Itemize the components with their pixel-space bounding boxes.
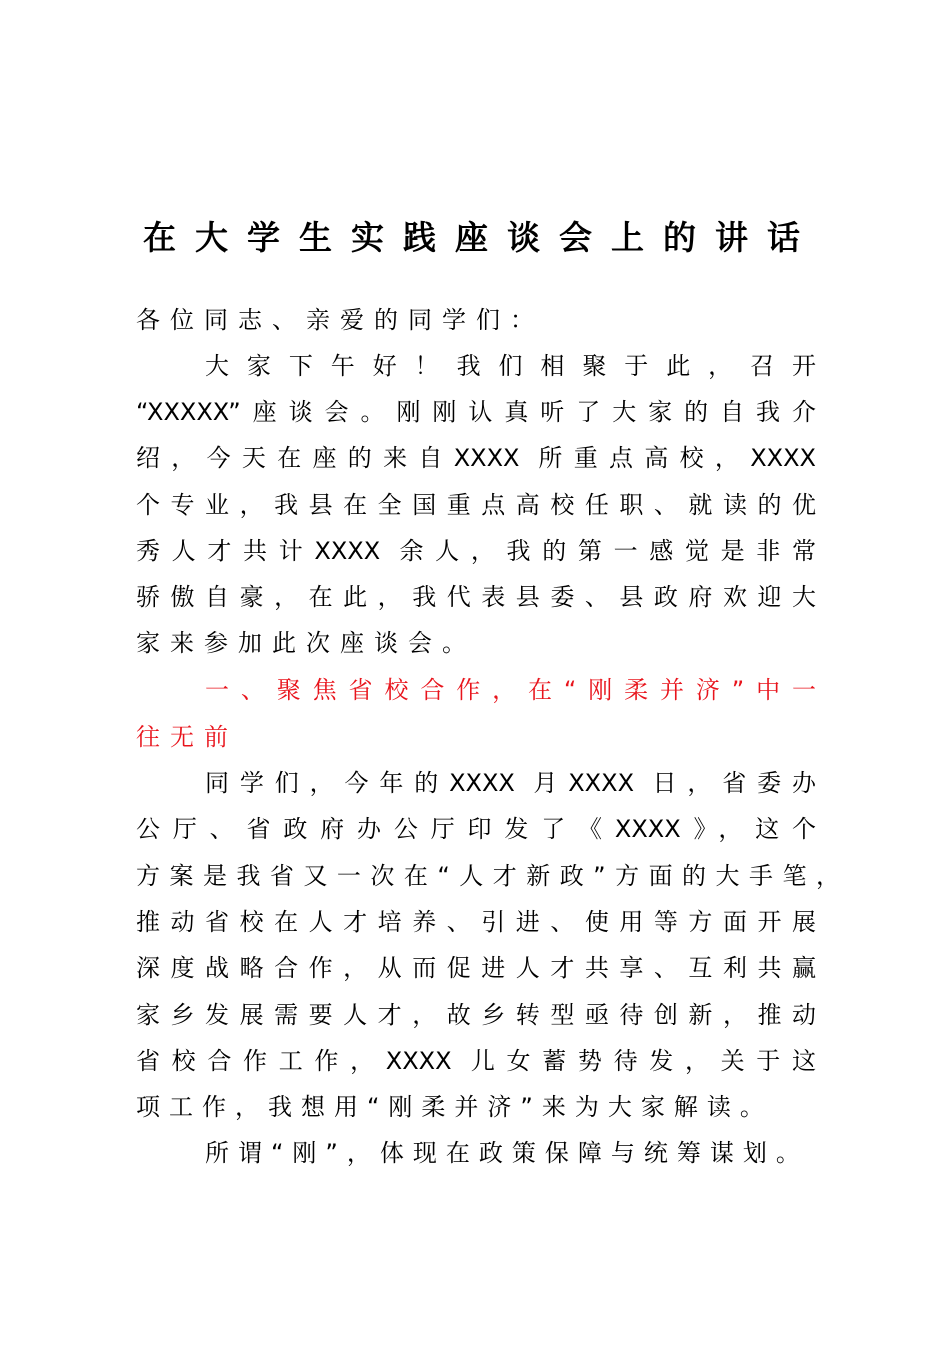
- paragraph-line: 同学们，今年的XXXX 月XXXX 日，省委办: [205, 769, 816, 797]
- paragraph-line: 家来参加此次座谈会。: [136, 629, 476, 657]
- paragraph-line: 深度战略合作，从而促进人才共享、互利共赢: [136, 954, 816, 982]
- document-title: 在大学生实践座谈会上的讲话: [143, 218, 800, 257]
- paragraph-line: 省校合作工作，XXXX 儿女蓄势待发，关于这: [136, 1047, 816, 1075]
- paragraph-line: 绍，今天在座的来自XXXX 所重点高校，XXXX: [136, 444, 816, 472]
- paragraph-line: 公厅、省政府办公厅印发了《XXXX》，这个: [136, 815, 816, 843]
- paragraph-line: 大家下午好！我们相聚于此，召开: [205, 352, 816, 380]
- paragraph-line: 秀人才共计XXXX 余人，我的第一感觉是非常: [136, 537, 816, 565]
- salutation: 各位同志、亲爱的同学们：: [136, 306, 544, 334]
- paragraph-line: “XXXXX”座谈会。刚刚认真听了大家的自我介: [136, 398, 816, 426]
- paragraph-line: 家乡发展需要人才，故乡转型亟待创新，推动: [136, 1001, 816, 1029]
- paragraph-line: 骄傲自豪，在此，我代表县委、县政府欢迎大: [136, 583, 816, 611]
- paragraph-line: 所谓“刚”，体现在政策保障与统筹谋划。: [205, 1139, 809, 1167]
- section-heading-line: 一、聚焦省校合作，在“刚柔并济”中一: [205, 676, 816, 704]
- section-heading-line: 往无前: [136, 723, 238, 751]
- paragraph-line: 推动省校在人才培养、引进、使用等方面开展: [136, 908, 816, 936]
- paragraph-line: 方案是我省又一次在“人才新政”方面的大手笔，: [136, 862, 840, 890]
- paragraph-line: 个专业，我县在全国重点高校任职、就读的优: [136, 491, 816, 519]
- paragraph-line: 项工作，我想用“刚柔并济”来为大家解读。: [136, 1093, 773, 1121]
